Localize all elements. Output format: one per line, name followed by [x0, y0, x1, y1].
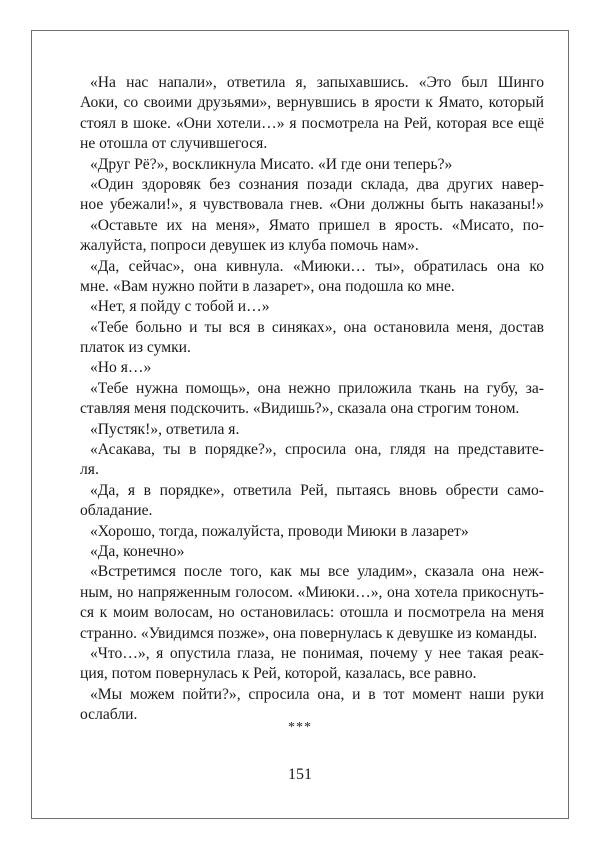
text-line: «Один здоровяк без сознания позади склада, два других навер-	[90, 175, 544, 193]
text-line: странно. «Увидимся позже», она повернулась к девушке из команды.	[80, 624, 538, 642]
text-line: стоял в шоке. «Они хотели…» я посмотрела на Рей, которая все ещё	[80, 114, 544, 132]
body-text	[80, 73, 544, 726]
text-line: жалуйста, попроси девушек из клуба помочь нам».	[80, 237, 419, 255]
text-line: «На нас напали», ответила я, запыхавшись. «Это был Шинго	[90, 74, 544, 91]
text-line: «Хорошо, тогда, пожалуйста, проводи Миюки в лазарет»	[90, 522, 469, 540]
text-line: «Да, я в порядке», ответила Рей, пытаясь вновь обрести само-	[90, 481, 544, 499]
text-line: ное убежали!», я чувствовала гнев. «Они должны быть наказаны!»	[80, 196, 544, 214]
text-line: «Нет, я пойду с тобой и…»	[90, 298, 270, 316]
text-line: ся к моим волосам, но остановилась: отошла и посмотрела на меня	[80, 604, 544, 622]
text-line: «Но я…»	[90, 359, 152, 377]
text-line: «Пустяк!», ответила я.	[90, 420, 240, 438]
text-line: «Тебе нужна помощь», она нежно приложила ткань на губу, за-	[90, 379, 544, 397]
text-line: «Оставьте их на меня», Ямато пришел в ярость. «Мисато, по-	[90, 216, 544, 234]
text-line: «Мы можем пойти?», спросила она, и в тот момент наши руки	[90, 685, 544, 703]
text-line: обладание.	[80, 502, 153, 520]
text-line: не отошла от случившегося.	[80, 135, 268, 153]
text-line: «Асакава, ты в порядке?», спросила она, глядя на представите-	[90, 441, 544, 459]
text-line: ля.	[80, 461, 99, 479]
section-separator: ***	[288, 720, 312, 735]
text-line: мне. «Вам нужно пойти в лазарет», она подошла ко мне.	[80, 277, 455, 295]
text-line: «Да, сейчас», она кивнула. «Миюки… ты», обратилась она ко	[90, 257, 544, 275]
text-line: «Тебе больно и ты вся в синяках», она остановила меня, достав	[90, 318, 544, 336]
text-line: платок из сумки.	[80, 339, 191, 357]
text-line: Аоки, со своими друзьями», вернувшись в ярости к Ямато, который	[80, 94, 544, 112]
text-line: ослабли.	[80, 706, 138, 724]
text-line: ставляя меня подскочить. «Видишь?», сказала она строгим тоном.	[80, 400, 520, 418]
text-line: «Да, конечно»	[90, 542, 185, 560]
text-line: «Друг Рё?», воскликнула Мисато. «И где они теперь?»	[90, 155, 453, 173]
text-line: ным, но напряженным голосом. «Миюки…», она хотела прикоснуть-	[80, 583, 544, 601]
text-line: «Что…», я опустила глаза, не понимая, почему у нее такая реак-	[90, 644, 544, 662]
page-number: 151	[288, 766, 312, 783]
text-line: «Встретимся после того, как мы все уладим», сказала она неж-	[90, 563, 544, 581]
text-line: ция, потом повернулась к Рей, которой, казалась, все равно.	[80, 665, 477, 683]
